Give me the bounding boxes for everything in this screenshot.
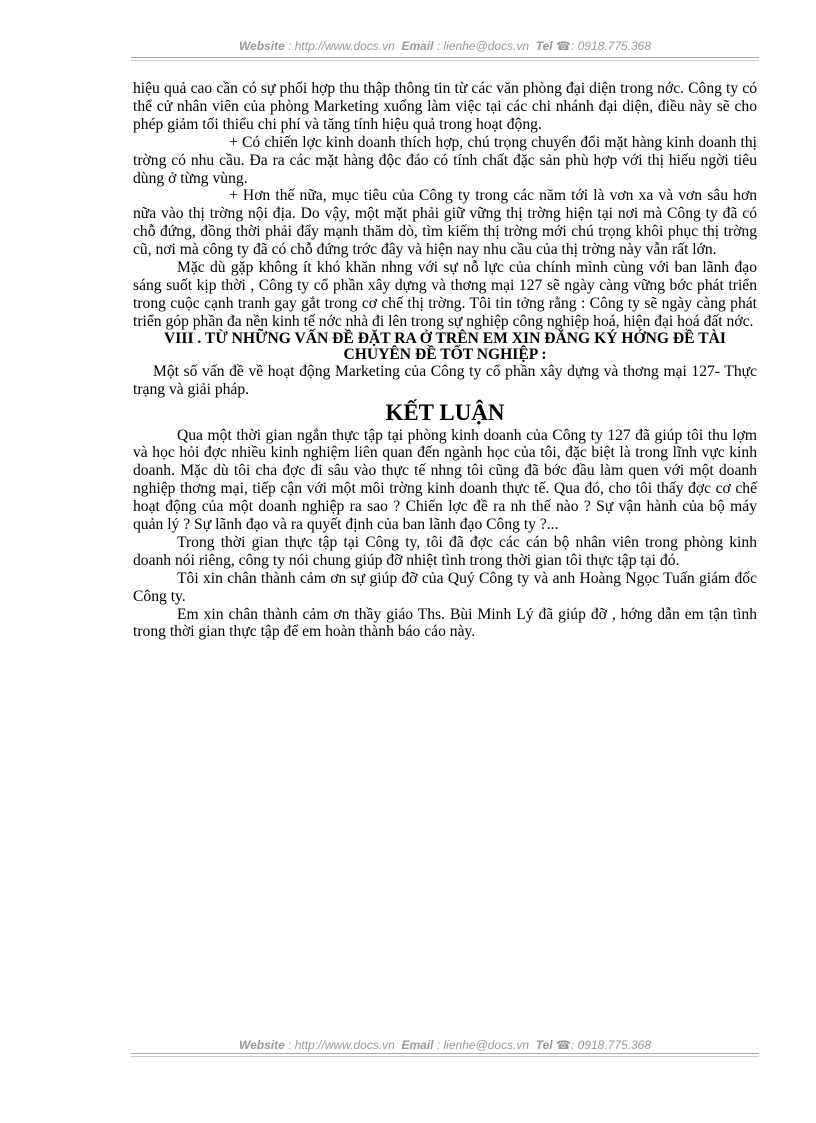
header-email-label: Email xyxy=(401,39,434,53)
footer-website-url[interactable]: : http://www.docs.vn xyxy=(288,1038,395,1052)
conclusion-title: KẾT LUẬN xyxy=(385,399,505,425)
footer-email-value[interactable]: : lienhe@docs.vn xyxy=(436,1038,530,1052)
header-website-label: Website xyxy=(238,39,285,53)
footer-email-label: Email xyxy=(401,1038,434,1052)
paragraph-9: Em xin chân thành cảm ơn thầy giáo Ths. Bùi Minh Lý đã giúp đỡ , hớng dẫn em tận tình trong thời gian thực tập để em hoàn thành báo cáo này. xyxy=(133,605,757,641)
header-rule xyxy=(131,57,759,58)
footer-tel-label: Tel xyxy=(535,1038,553,1052)
paragraph-7: Trong thời gian thực tập tại Công ty, tôi đã đợc các cán bộ nhân viên trong phòng kinh doanh nói riêng, công ty nói chung giúp đỡ nhiệt tình trong thời gian tôi thực tập tại đó. xyxy=(133,533,757,569)
footer-rule-thin xyxy=(131,1056,759,1057)
section-heading: VIII . TỪ NHỮNG VẤN ĐỀ ĐẶT RA Ở TRÊN EM XIN ĐĂNG KÝ HỚNG ĐỀ TÀI CHUYÊN ĐỀ TỐT NGHIỆP : xyxy=(164,329,726,363)
header-website-url[interactable]: : http://www.docs.vn xyxy=(288,39,395,53)
paragraph-2: + Có chiến lợc kinh doanh thích hợp, chú trọng chuyển đổi mặt hàng kinh doanh thị trờng có nhu cầu. Đa ra các mặt hàng độc đáo có tính chất đặc sản phù hợp với thị hiếu ngời tiêu dùng ở từng vùng. xyxy=(133,133,757,187)
phone-icon: ☎ xyxy=(556,1038,571,1052)
page-footer xyxy=(131,1038,759,1052)
paragraph-5: Một số vấn đề về hoạt động Marketing của Công ty cổ phần xây dựng và thơng mại 127- Thực trạng và giải pháp. xyxy=(133,362,757,398)
page-header xyxy=(131,39,759,53)
footer-rule xyxy=(131,1053,759,1054)
header-tel-label: Tel xyxy=(535,39,553,53)
paragraph-8: Tôi xin chân thành cảm ơn sự giúp đỡ của Quý Công ty và anh Hoàng Ngọc Tuấn giám đốc Công ty. xyxy=(133,569,757,605)
paragraph-4: Mặc dù gặp không ít khó khăn nhng với sự nỗ lực của chính mình cùng với ban lãnh đạo sáng suốt kịp thời , Công ty cổ phần xây dựng và thơng mại 127 sẽ ngày càng vững bớc phát triển trong cuộc cạnh tranh gay gắt trong cơ chế thị trờng. Tôi tin tởng rằng : Công ty sẽ ngày càng phát triển góp phần đa nền kinh tế nớc nhà đi lên trong sự nghiệp công nghiệp hoá, hiện đại hoá đất nớc. xyxy=(133,259,757,330)
paragraph-1: hiệu quả cao cần có sự phối hợp thu thập thông tin từ các văn phòng đại diện trong nớc. Công ty có thể cử nhân viên của phòng Marketing xuống làm việc tại các chi nhánh đại diện, điều này sẽ cho phép giảm tối thiểu chi phí và tăng tính hiệu quả trong hoạt động. xyxy=(133,80,757,133)
footer-website-label: Website xyxy=(238,1038,285,1052)
paragraph-3: + Hơn thế nữa, mục tiêu của Công ty trong các năm tới là vơn xa và vơn sâu hơn nữa vào thị trờng nội địa. Do vậy, một mặt phải giữ vững thị trờng hiện tại nơi mà Công ty đã có chỗ đứng, đồng thời phải đẩy mạnh thăm dò, tìm kiếm thị trờng mới chú trọng khôi phục thị trờng cũ, nơi mà công ty đã có chỗ đứng trớc đây và hiện nay nhu cầu của thị trờng này vẫn rất lớn. xyxy=(133,187,757,259)
header-tel-value: : 0918.775.368 xyxy=(570,39,652,53)
footer-tel-value: : 0918.775.368 xyxy=(570,1038,652,1052)
paragraph-6: Qua một thời gian ngắn thực tập tại phòng kinh doanh của Công ty 127 đã giúp tôi thu lợm và học hỏi đợc nhiều kinh nghiệm liên quan đến ngành học của tôi, đặc biệt là trong lĩnh vực kinh doanh. Mặc dù tôi cha đợc đi sâu vào thực tế nhng tôi cũng đã bớc đầu làm quen với một doanh nghiệp thơng mại, tiếp cận với một môi trờng kinh doanh thực tế. Qua đó, cho tôi thấy đợc cơ chế hoạt động của một doanh nghiệp ra sao ? Chiến lợc đề ra nh thế nào ? Sự vận hành của bộ máy quản lý ? Sự lãnh đạo và ra quyết định của ban lãnh đạo Công ty ?... xyxy=(133,426,757,534)
document-body xyxy=(133,80,757,641)
phone-icon: ☎ xyxy=(556,39,571,53)
header-rule-thin xyxy=(131,60,759,61)
header-email-value[interactable]: : lienhe@docs.vn xyxy=(436,39,530,53)
